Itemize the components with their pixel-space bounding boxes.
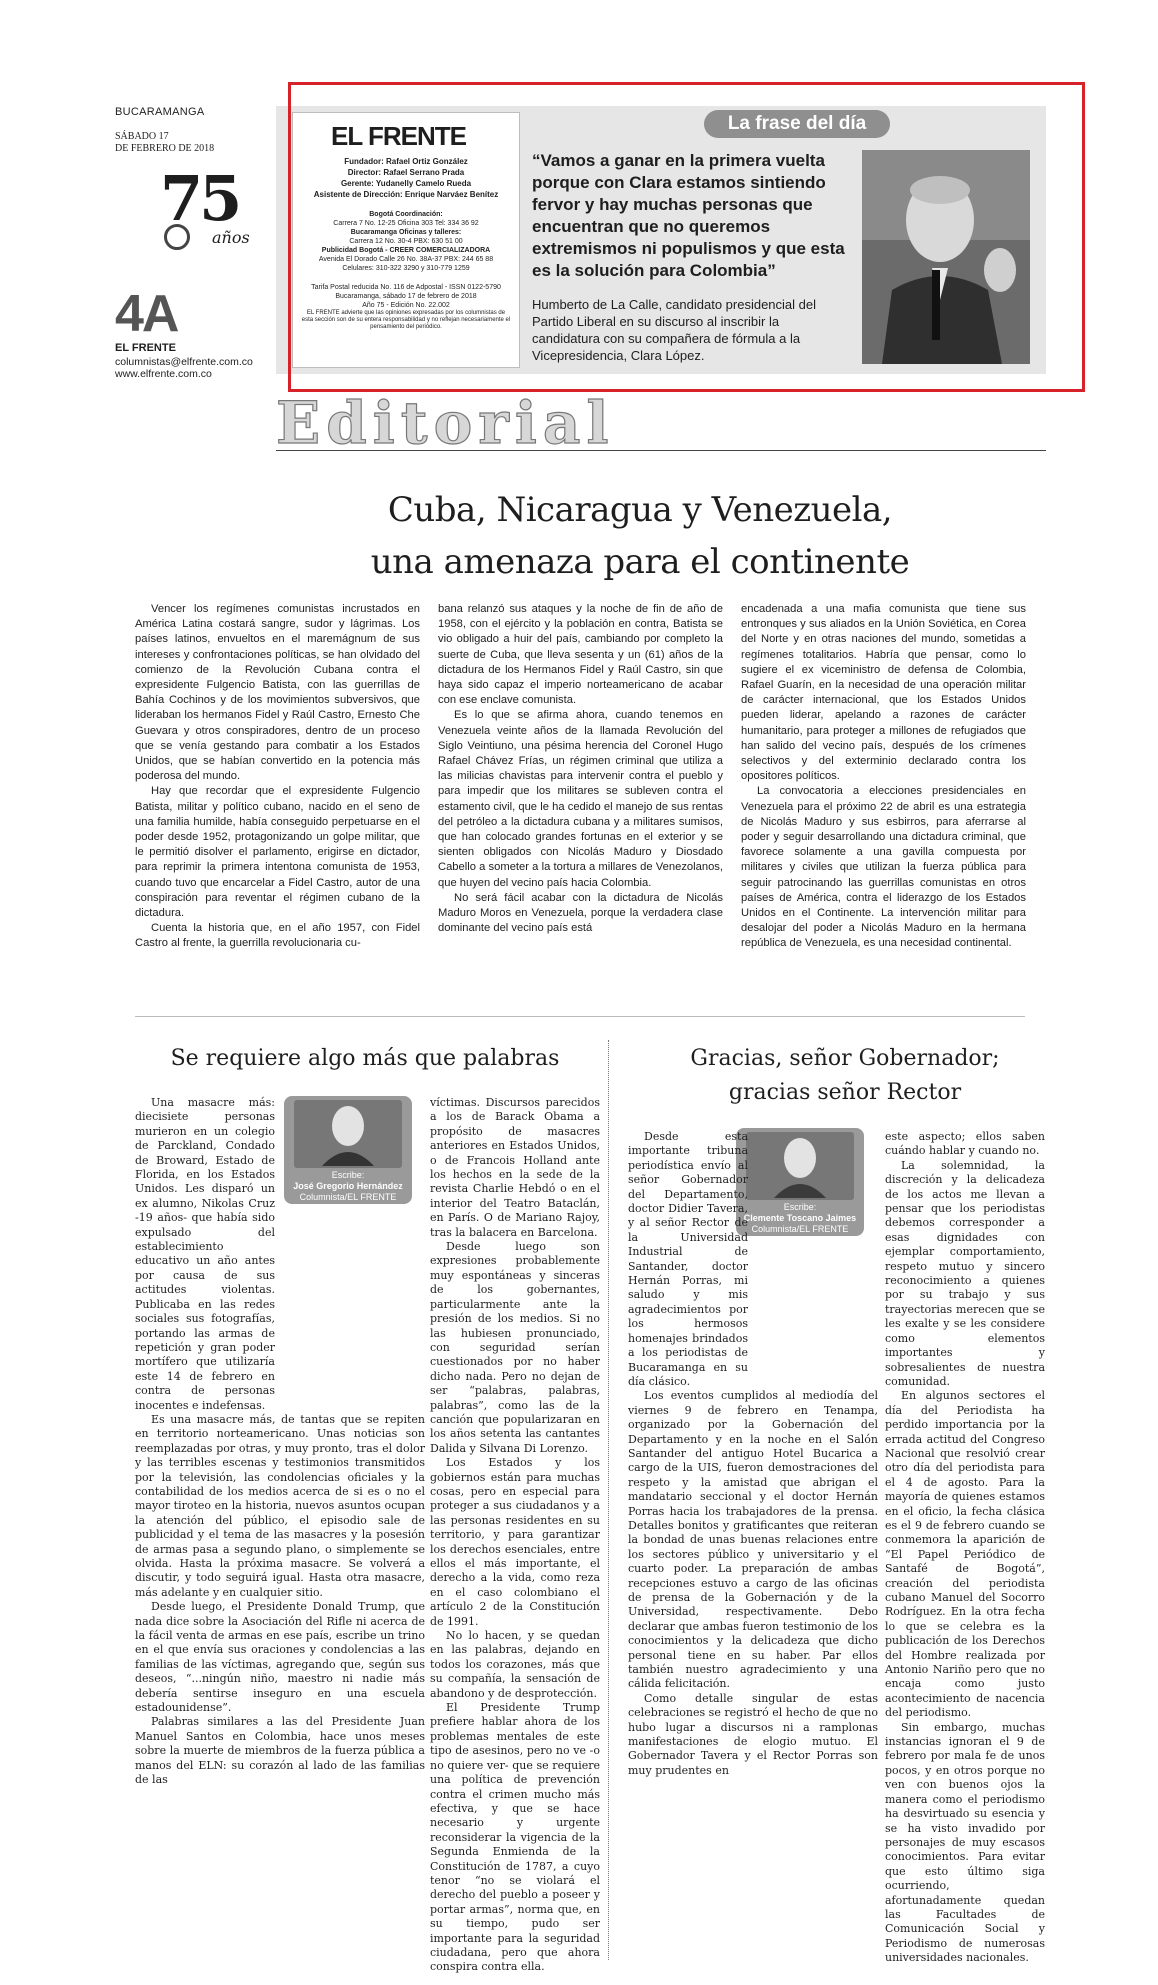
author-name: José Gregorio Hernández bbox=[293, 1181, 403, 1191]
editorial-column-2 bbox=[438, 602, 723, 936]
article-2-title bbox=[625, 1042, 1065, 1110]
bga-title: Bucaramanga Oficinas y talleres: bbox=[350, 229, 462, 236]
edition-number: Año 75 - Edición No. 22.002 bbox=[362, 302, 450, 309]
coord-title: Bogotá Coordinación: bbox=[369, 211, 443, 218]
article-1-column-1 bbox=[135, 1096, 425, 1788]
paragraph: No será fácil acabar con la dictadura de Nicolás Maduro Moros en Venezuela, porque la verdadera clase dominante del vecino país está bbox=[438, 891, 723, 935]
contact-web[interactable]: www.elfrente.com.co bbox=[115, 368, 212, 380]
paragraph: Desde luego son expresiones probablemente muy espontáneas y sinceras de los gobernantes, particularmente ante la presión de los medios. Si no las hubiesen pronunciado, con seguridad serían cuestionados por no haber dicho nada. Pero no dejan de ser “palabras, palabras, palabras”, como las de la canción que popularizaran en los años setenta las cantantes Dalida y Silvana Di Lorenzo. bbox=[430, 1240, 600, 1455]
paragraph: Desde esta importante tribuna periodística envío al señor Gobernador del Departamento, doctor Didier Tavera, y al señor Rector de la Universidad Industrial de Santander, doctor Hernán Porras, mi saludo y mis agradecimientos por los hermosos homenajes brindados a los periodistas de Bucaramanga en su día clásico. bbox=[628, 1130, 748, 1388]
paragraph: Palabras similares a las del Presidente Juan Manuel Santos en Colombia, hace unos meses sobre la muerte de miembros de la fuerza pública a manos del ELN: su corazón al lado de las familias de las bbox=[135, 1715, 425, 1787]
headline-line-1: Cuba, Nicaragua y Venezuela, bbox=[387, 490, 893, 530]
title-line-1: Gracias, señor Gobernador; bbox=[690, 1046, 1000, 1071]
paragraph: El Presidente Trump prefiere hablar ahora de los problemas mentales de este tipo de asesinos, pero no ve -o no quiere ver- que se requiere una política de prevención contra el crimen mucho más efectiva, y que se hace necesario y urgente reconsiderar la vigencia de la Segunda Enmienda de la Constitución de 1787, a cuyo tenor “no se violará el derecho del pueblo a poseer y portar armas”, norma que, en su tiempo, pudo ser importante para la seguridad ciudadana, pero que ahora conspira contra ella. bbox=[430, 1701, 600, 1974]
headline-line-2: una amenaza para el continente bbox=[370, 542, 910, 582]
publication-name: EL FRENTE bbox=[115, 342, 176, 354]
city-label: BUCARAMANGA bbox=[115, 106, 205, 118]
contact-block bbox=[115, 356, 253, 380]
author-name: Clemente Toscano Jaimes bbox=[743, 1213, 857, 1223]
paragraph: Es una masacre más, de tantas que se repiten en territorio norteamericano. Unas noticias son reemplazadas por otras, y muy pronto, tras el dolor y las terribles escenas y testimonios transmitidos por la televisión, las condolencias oficiales y la contabilidad de los medios acerca de si es o no el mayor tiroteo en la historia, nuevos asuntos ocupan la atención del público, el episodio sale de publicidad y el tema de las masacres y la posesión de armas pasa a segundo plano, o simplemente se olvida. Hasta la próxima masacre. Se volverá a discutir, y todo seguirá igual. Hasta otra masacre, más adelante y en cualquier sitio. bbox=[135, 1412, 425, 1599]
staff-director: Director: Rafael Serrano Prada bbox=[347, 168, 465, 177]
issue-date bbox=[115, 131, 225, 155]
article-1-column-2 bbox=[430, 1096, 600, 1975]
staff-assistant: Asistente de Dirección: Enrique Narváez Benítez bbox=[313, 190, 499, 199]
anniversary-number: 75 bbox=[160, 162, 239, 235]
paragraph: Cuenta la historia que, en el año 1957, con Fidel Castro al frente, la guerrilla revolucionaria cu- bbox=[135, 922, 420, 950]
ring-icon bbox=[164, 224, 190, 250]
contact-email[interactable]: columnistas@elfrente.com.co bbox=[115, 356, 253, 368]
page-number: 4A bbox=[115, 285, 178, 343]
paragraph: Sin embargo, muchas instancias ignoran el 9 de febrero por mala fe de unos pocos, y en otros porque no ven con buenos ojos la manera como el periodismo ha desvirtuado su esencia y se ha visto invadido por personajes de muy escasos conocimientos. Para evitar que esto último siga ocurriendo, afortunadamente quedan las Facultades de Comunicación Social y Periodismo de numerosas universidades nacionales. bbox=[885, 1720, 1045, 1965]
coord-address: Carrera 7 No. 12-25 Oficina 303 Tel: 334 36 92 bbox=[333, 220, 479, 227]
author-role: Columnista/EL FRENTE bbox=[299, 1192, 397, 1202]
editorial-column-3 bbox=[741, 602, 1026, 952]
staff-founder: Fundador: Rafael Ortiz González bbox=[344, 157, 468, 166]
paragraph: Como detalle singular de estas celebraciones se registró el hecho de que no hubo lugar a discursos ni a ramplonas manifestaciones de elogio mutuo. El Gobernador Tavera y el Rector Porras son muy prudentes en bbox=[628, 1691, 878, 1777]
pub-title: Publicidad Bogotá - CREER COMERCIALIZADORA bbox=[321, 247, 491, 254]
highlight-frame bbox=[288, 82, 1085, 392]
author-label: Escribe: bbox=[331, 1170, 365, 1180]
column-divider bbox=[608, 1040, 609, 1960]
paragraph: Es lo que se afirma ahora, cuando tenemos en Venezuela veinte años de la llamada Revolución del Siglo Veintiuno, una pésima herencia del Coronel Hugo Rafael Chávez Frías, un régimen criminal que utiliza a las milicias chavistas para intervenir contra el pueblo y para impedir que los militares se subleven contra el estamento civil, que le ha cedido el manejo de sus rentas del petróleo a la dictadura cubana y a militares sumisos, que han colocado grandes fortunas en el exterior y se sienten obligados con Nicolás Maduro y Diosdado Cabello a someter a la tortura a millares de Venezolanos, que huyen del vecino país hacia Colombia. bbox=[438, 709, 723, 889]
staff-manager: Gerente: Yudanelly Camelo Rueda bbox=[340, 179, 472, 188]
date-line-2: DE FEBRERO DE 2018 bbox=[115, 143, 215, 154]
section-rule bbox=[276, 450, 1046, 451]
paragraph: La convocatoria a elecciones presidenciales en Venezuela para el próximo 22 de abril es una estrategia de Nicolás Maduro y sus esbirros, para aferrarse al poder y seguir desarrollando una dictadura criminal, que favorece solamente a una gavilla compuesta por militares y civiles que utilizan la fuerza pública para seguir patrocinando las guerrillas comunistas en otros países de América, contra el liderazgo de los Estados Unidos en el Continente. La intervención militar para desalojar del poder a Nicolás Maduro en la hermana república de Venezuela, es una necesidad continental. bbox=[741, 785, 1026, 950]
paragraph: víctimas. Discursos parecidos a los de Barack Obama a propósito de masacres anteriores en Estados Unidos, o de Francois Holland ante los hechos en la sede de la revista Charlie Hebdó o en el interior del Teatro Bataclán, en París. O de Mariano Rajoy, tras la balacera en Barcelona. bbox=[430, 1096, 600, 1239]
article-2-column-2 bbox=[885, 1130, 1045, 1966]
paragraph: La solemnidad, la discreción y la delicadeza de los actos me llevan a pensar que los periodistas debemos corresponder a esas dignidades con ejemplar comportamiento, respeto mutuo y sincero reconocimiento a quienes por su trabajo y sus trayectorias merecen que se les exalte y se les considere como elementos importantes y sobresalientes de nuestra comunidad. bbox=[885, 1158, 1045, 1388]
paragraph: Hay que recordar que el expresidente Fulgencio Batista, militar y político cubano, nacido en el seno de una familia humilde, había conseguido perpetuarse en el poder desde 1952, protagonizando un golpe militar, que le permitió disolver el parlamento, erigirse en dictador, para reprimir la primera intentona comunista de 1953, cuando tuvo que encarcelar a Fidel Castro, autor de una conspiración para reventar el régimen cubano de la dictadura. bbox=[135, 785, 420, 920]
paragraph: Una masacre más: diecisiete personas murieron en un colegio de Parckland, Condado de Broward, Estado de Florida, en los Estados Unidos. Les disparó un ex alumno, Nikolas Cruz -19 años- que había sido expulsado del establecimiento educativo un año antes por causa de sus actitudes violentas. Publicaba en las redes sociales sus fotografías, portando las armas de repetición y gran poder mortífero que utilizaría este 14 de febrero en contra de personas inocentes e indefensas. bbox=[135, 1096, 275, 1412]
paragraph: Vencer los regímenes comunistas incrustados en América Latina costará sangre, sudor y lágrimas. Los países latinos, envueltos en el maremágnum de sus intereses y confrontaciones políticas, se han olvidado del comienzo de la Revolución Cubana contra el expresidente Fulgencio Batista, con las guerrillas de Bahía Cochinos y de los movimientos subversivos, que lideraban los hermanos Fidel y Raúl Castro, Ernesto Che Guevara y otros conspiradores, dentro de un proceso que se venía gestando para combatir a los Estados Unidos, que se habían convertido en la potencia más poderosa del mundo. bbox=[135, 603, 420, 783]
author-label: Escribe: bbox=[783, 1202, 817, 1212]
paragraph: encadenada a una mafia comunista que tiene sus entronques y sus aliados en la Unión Soviética, en Corea del Norte y en otras naciones del mundo, sometidas a regímenes totalitarios. Habría que pensar, como lo sugiere el ex viceministro de defensa de Colombia, Rafael Guarín, en la necesidad de una operación militar de carácter internacional, que los Estados Unidos pueden liderar, apelando a razones de carácter humanitario, para proteger a millones de refugiados que han salido del vecino país, después de los crímenes selectivos y del exterminio declarado contra los opositores políticos. bbox=[741, 603, 1026, 783]
editorial-headline bbox=[290, 484, 990, 588]
anniversary-logo bbox=[160, 162, 250, 258]
frase-quote: “Vamos a ganar en la primera vuelta porque con Clara estamos sintiendo fervor y hay muchas personas que encuentran que no queremos extremismos ni populismos y que esta es la solución para Colombia” bbox=[532, 151, 845, 280]
staff-box-title: EL FRENTE bbox=[331, 121, 466, 151]
cellphones: Celulares: 310-322 3290 y 310-779 1259 bbox=[342, 265, 470, 272]
title-line-2: gracias señor Rector bbox=[728, 1080, 962, 1105]
tarifa-postal: Tarifa Postal reducida No. 116 de Adpostal - ISSN 0122-5790 bbox=[311, 284, 501, 291]
paragraph: Los eventos cumplidos al mediodía del viernes 9 de febrero en Tenampa, organizado por la Gobernación del Departamento y en la noche en el Salón Santander del antiguo Hotel Bucarica a cargo de la UIS, fueron demostraciones del respeto y la amistad que abrigan el mandatario seccional y el doctor Hernán Porras hacia los trabajadores de la prensa. Detalles bonitos y gratificantes que reiteran la bondad de unas buenas relaciones entre los sectores público y universitario y el cuarto poder. La preparación de ambas recepciones estuvo a cargo de las oficinas de prensa de la Gobernación y de la Universidad, respectivamente. Debo declarar que ambas fueron testimonio de los conocimientos y la delicadeza que dicho personal tiene en su haber. Par ellos también nuestro agradecimiento y una cálida felicitación. bbox=[628, 1389, 878, 1691]
paragraph: No lo hacen, y se quedan en las palabras, dejando en todos los corazones, más que su compañía, la sensación de abandono y de desprotección. bbox=[430, 1629, 600, 1700]
paragraph: bana relanzó sus ataques y la noche de fin de año de 1958, con el ejército y la población en contra, Batista se vio obligado a huir del país, cambiando por completo la suerte de Cuba, que lleva sesenta y un (61) años de la dictadura de los Hermanos Fidel y Raúl Castro, sin que haya sido capaz el imperio norteamericano de acabar con ese enclave comunista. bbox=[438, 603, 723, 707]
section-title: Editorial bbox=[276, 389, 615, 457]
paragraph: este aspecto; ellos saben cuándo hablar y cuando no. bbox=[885, 1130, 1045, 1158]
pub-address: Avenida El Dorado Calle 26 No. 38A-37 PBX: 244 65 88 bbox=[318, 256, 494, 263]
bga-address: Carrera 12 No. 30-4 PBX: 630 51 00 bbox=[349, 238, 463, 245]
frase-header: La frase del día bbox=[704, 110, 890, 138]
article-1-title: Se requiere algo más que palabras bbox=[170, 1046, 560, 1071]
disclaimer: EL FRENTE advierte que las opiniones expresadas por los columnistas de esta sección son de su entera responsabilidad y no reflejan necesariamente el pensamiento del periódico. bbox=[301, 310, 511, 330]
article-2-column-1 bbox=[628, 1130, 878, 1778]
editorial-column-1 bbox=[135, 602, 420, 952]
author-role: Columnista/EL FRENTE bbox=[751, 1224, 849, 1234]
paragraph: Desde luego, el Presidente Donald Trump, que nada dice sobre la Asociación del Rifle ni acerca de la fácil venta de armas en ese país, escribe un trino en el que envía sus oraciones y condolencias a las familias de las víctimas, agregando que, según sus deseos, “...ningún niño, maestro ni nadie más debería sentirse inseguro en una escuela estadounidense”. bbox=[135, 1600, 425, 1715]
paragraph: Los Estados y los gobiernos están para muchas cosas, pero en especial para proteger a sus ciudadanos y a las personas residentes en su territorio, y para garantizar los derechos esenciales, entre ellos el más importante, el derecho a la vida, como reza en el caso colombiano el artículo 2 de la Constitución de 1991. bbox=[430, 1456, 600, 1628]
frase-caption: Humberto de La Calle, candidato presidencial del Partido Liberal en su discurso al inscribir la candidatura con su compañera de fórmula a la Vicepresidencia, Clara López. bbox=[532, 297, 817, 363]
divider bbox=[135, 1016, 1025, 1017]
paragraph: En algunos sectores el día del Periodista ha perdido importancia por la errada actitud del Congreso Nacional que resolvió crear otro día del periodista para el 4 de agosto. Para la mayoría de quienes estamos en el oficio, la fecha clásica es el 9 de febrero cuando se conmemora la aparición de “El Papel Periódico de Santafé de Bogotá”, creación del periodista cubano Manuel del Socorro Rodríguez. En la otra fecha lo que se celebra es la publicación de los Derechos del Hombre realizada por Antonio Nariño pero que no encaja como justo acontecimiento de nacencia del periodismo. bbox=[885, 1389, 1045, 1720]
anniversary-word: años bbox=[212, 228, 250, 247]
date-line-1: SÁBADO 17 bbox=[115, 131, 169, 142]
edition-date: Bucaramanga, sábado 17 de febrero de 2018 bbox=[335, 293, 477, 300]
